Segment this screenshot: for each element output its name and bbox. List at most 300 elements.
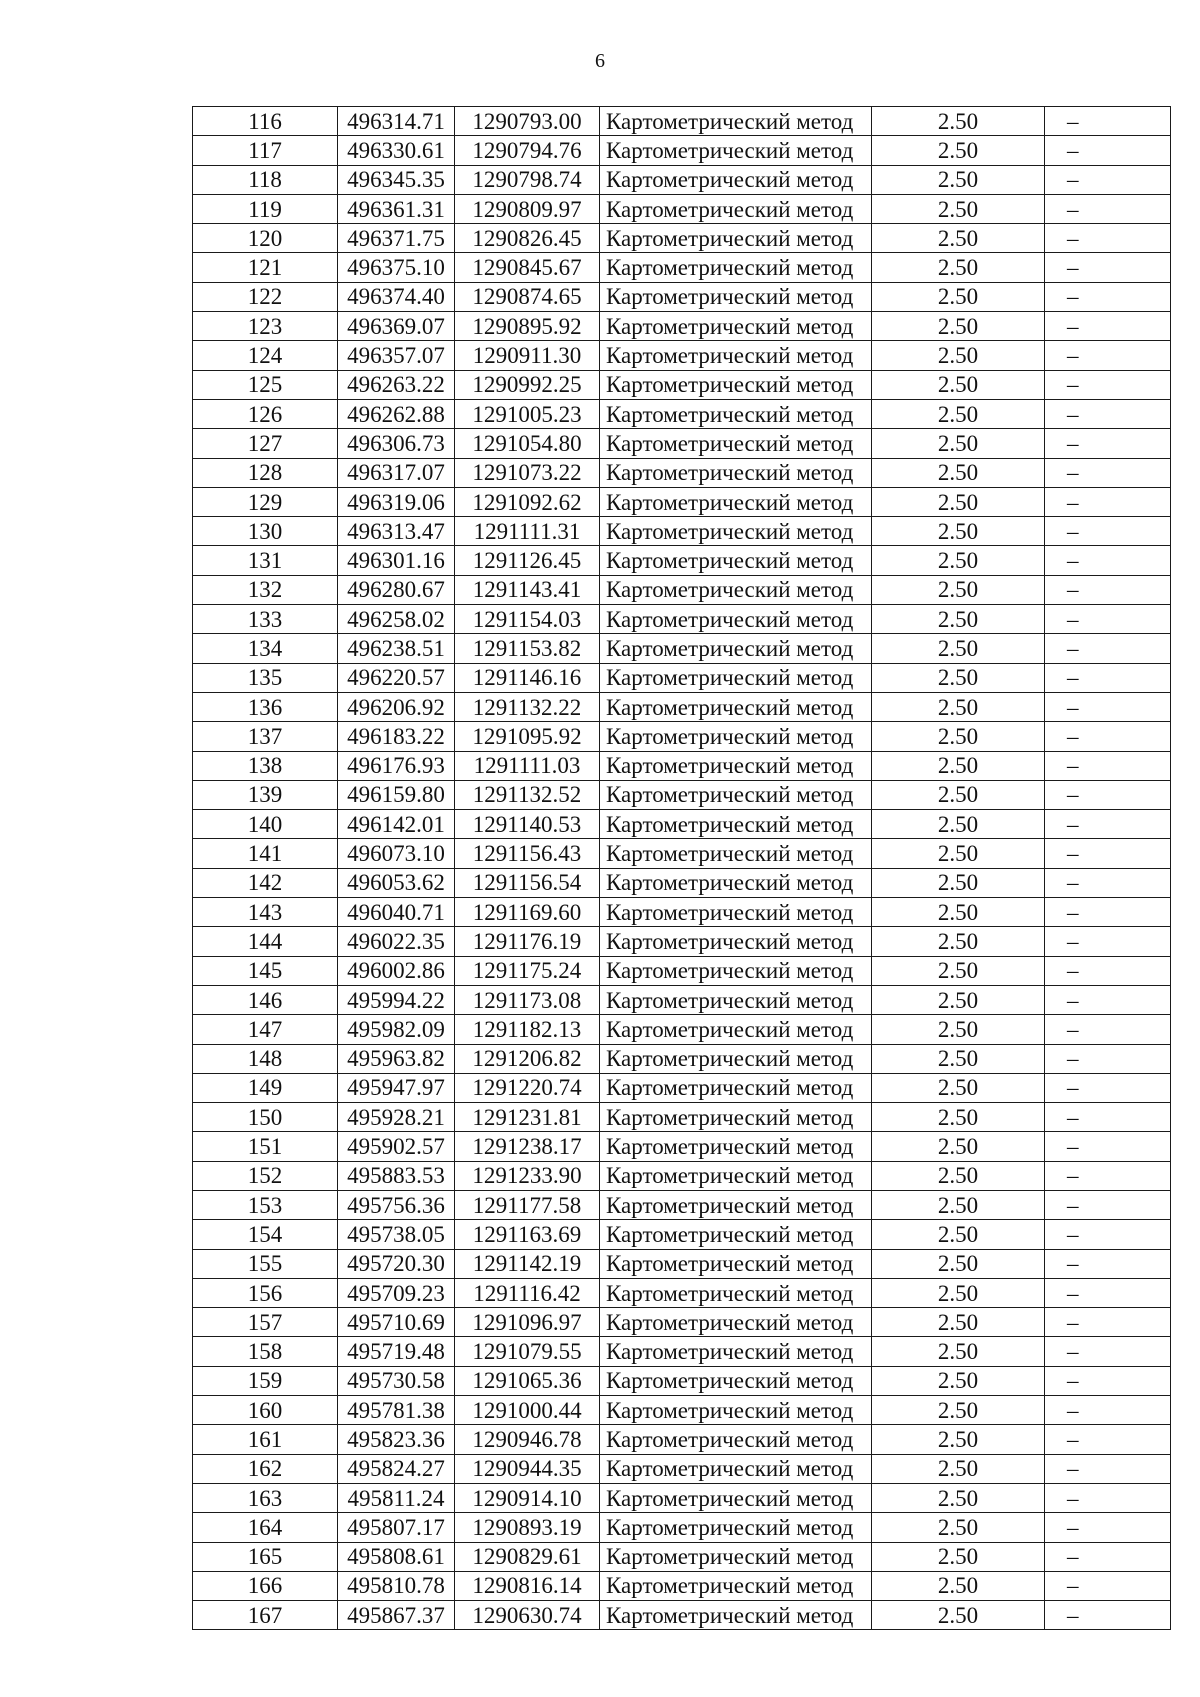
method-cell: Картометрический метод	[600, 1220, 872, 1249]
method-cell: Картометрический метод	[600, 1454, 872, 1483]
point-number-cell: 157	[193, 1308, 338, 1337]
description-cell: –	[1045, 751, 1171, 780]
description-cell: –	[1045, 692, 1171, 721]
method-cell: Картометрический метод	[600, 780, 872, 809]
coordinate-y-cell: 1291126.45	[455, 546, 600, 575]
table-row	[193, 780, 1171, 809]
table-row	[193, 692, 1171, 721]
point-number-cell: 135	[193, 663, 338, 692]
coordinate-y-cell: 1291177.58	[455, 1190, 600, 1219]
table-row	[193, 1190, 1171, 1219]
accuracy-cell: 2.50	[872, 1015, 1045, 1044]
method-cell: Картометрический метод	[600, 282, 872, 311]
accuracy-cell: 2.50	[872, 136, 1045, 165]
point-number-cell: 145	[193, 956, 338, 985]
table-row	[193, 810, 1171, 839]
accuracy-cell: 2.50	[872, 605, 1045, 634]
coordinate-x-cell: 495947.97	[338, 1073, 455, 1102]
description-cell: –	[1045, 810, 1171, 839]
coordinate-x-cell: 496375.10	[338, 253, 455, 282]
accuracy-cell: 2.50	[872, 692, 1045, 721]
table-row	[193, 1601, 1171, 1630]
point-number-cell: 143	[193, 898, 338, 927]
point-number-cell: 148	[193, 1044, 338, 1073]
coordinate-x-cell: 496317.07	[338, 458, 455, 487]
accuracy-cell: 2.50	[872, 927, 1045, 956]
coordinate-x-cell: 495824.27	[338, 1454, 455, 1483]
coordinate-y-cell: 1290809.97	[455, 194, 600, 223]
table-row	[193, 985, 1171, 1014]
coordinate-x-cell: 496374.40	[338, 282, 455, 311]
coordinates-table-body	[193, 107, 1171, 1630]
method-cell: Картометрический метод	[600, 1161, 872, 1190]
table-row	[193, 1103, 1171, 1132]
point-number-cell: 159	[193, 1366, 338, 1395]
method-cell: Картометрический метод	[600, 1103, 872, 1132]
coordinate-y-cell: 1290826.45	[455, 224, 600, 253]
coordinate-x-cell: 495781.38	[338, 1396, 455, 1425]
method-cell: Картометрический метод	[600, 810, 872, 839]
point-number-cell: 126	[193, 399, 338, 428]
description-cell: –	[1045, 1425, 1171, 1454]
table-row	[193, 1044, 1171, 1073]
accuracy-cell: 2.50	[872, 1396, 1045, 1425]
point-number-cell: 144	[193, 927, 338, 956]
point-number-cell: 129	[193, 487, 338, 516]
accuracy-cell: 2.50	[872, 1483, 1045, 1512]
point-number-cell: 139	[193, 780, 338, 809]
accuracy-cell: 2.50	[872, 1454, 1045, 1483]
description-cell: –	[1045, 136, 1171, 165]
coordinate-x-cell: 496263.22	[338, 370, 455, 399]
coordinate-y-cell: 1290798.74	[455, 165, 600, 194]
description-cell: –	[1045, 868, 1171, 897]
point-number-cell: 132	[193, 575, 338, 604]
table-row	[193, 1454, 1171, 1483]
coordinate-y-cell: 1291206.82	[455, 1044, 600, 1073]
method-cell: Картометрический метод	[600, 1513, 872, 1542]
accuracy-cell: 2.50	[872, 194, 1045, 223]
accuracy-cell: 2.50	[872, 722, 1045, 751]
method-cell: Картометрический метод	[600, 1337, 872, 1366]
coordinate-y-cell: 1291065.36	[455, 1366, 600, 1395]
method-cell: Картометрический метод	[600, 1249, 872, 1278]
table-row	[193, 1073, 1171, 1102]
point-number-cell: 152	[193, 1161, 338, 1190]
coordinate-x-cell: 496022.35	[338, 927, 455, 956]
description-cell: –	[1045, 985, 1171, 1014]
point-number-cell: 154	[193, 1220, 338, 1249]
accuracy-cell: 2.50	[872, 1220, 1045, 1249]
point-number-cell: 167	[193, 1601, 338, 1630]
table-row	[193, 1571, 1171, 1600]
method-cell: Картометрический метод	[600, 1396, 872, 1425]
coordinate-x-cell: 495883.53	[338, 1161, 455, 1190]
description-cell: –	[1045, 399, 1171, 428]
coordinate-x-cell: 495963.82	[338, 1044, 455, 1073]
method-cell: Картометрический метод	[600, 1190, 872, 1219]
table-row	[193, 1513, 1171, 1542]
description-cell: –	[1045, 1044, 1171, 1073]
description-cell: –	[1045, 107, 1171, 136]
accuracy-cell: 2.50	[872, 370, 1045, 399]
coordinate-x-cell: 496345.35	[338, 165, 455, 194]
point-number-cell: 117	[193, 136, 338, 165]
table-row	[193, 1249, 1171, 1278]
accuracy-cell: 2.50	[872, 1161, 1045, 1190]
method-cell: Картометрический метод	[600, 605, 872, 634]
coordinate-y-cell: 1291169.60	[455, 898, 600, 927]
point-number-cell: 120	[193, 224, 338, 253]
accuracy-cell: 2.50	[872, 1571, 1045, 1600]
coordinate-x-cell: 495720.30	[338, 1249, 455, 1278]
accuracy-cell: 2.50	[872, 575, 1045, 604]
description-cell: –	[1045, 1542, 1171, 1571]
table-row	[193, 1278, 1171, 1307]
coordinate-x-cell: 495810.78	[338, 1571, 455, 1600]
table-row	[193, 1396, 1171, 1425]
table-row	[193, 399, 1171, 428]
description-cell: –	[1045, 1571, 1171, 1600]
coordinate-y-cell: 1291175.24	[455, 956, 600, 985]
coordinate-x-cell: 496314.71	[338, 107, 455, 136]
coordinate-x-cell: 496330.61	[338, 136, 455, 165]
coordinate-y-cell: 1291176.19	[455, 927, 600, 956]
method-cell: Картометрический метод	[600, 370, 872, 399]
coordinate-x-cell: 496262.88	[338, 399, 455, 428]
accuracy-cell: 2.50	[872, 1366, 1045, 1395]
accuracy-cell: 2.50	[872, 663, 1045, 692]
method-cell: Картометрический метод	[600, 429, 872, 458]
description-cell: –	[1045, 839, 1171, 868]
page-number: 6	[595, 50, 605, 72]
coordinate-y-cell: 1291156.43	[455, 839, 600, 868]
coordinate-x-cell: 495928.21	[338, 1103, 455, 1132]
coordinate-x-cell: 495738.05	[338, 1220, 455, 1249]
table-row	[193, 634, 1171, 663]
description-cell: –	[1045, 780, 1171, 809]
coordinate-x-cell: 495982.09	[338, 1015, 455, 1044]
method-cell: Картометрический метод	[600, 165, 872, 194]
point-number-cell: 151	[193, 1132, 338, 1161]
table-row	[193, 370, 1171, 399]
description-cell: –	[1045, 341, 1171, 370]
table-row	[193, 575, 1171, 604]
description-cell: –	[1045, 1190, 1171, 1219]
point-number-cell: 121	[193, 253, 338, 282]
table-row	[193, 282, 1171, 311]
table-row	[193, 927, 1171, 956]
point-number-cell: 146	[193, 985, 338, 1014]
coordinate-y-cell: 1291233.90	[455, 1161, 600, 1190]
accuracy-cell: 2.50	[872, 1601, 1045, 1630]
coordinate-x-cell: 496369.07	[338, 312, 455, 341]
accuracy-cell: 2.50	[872, 1425, 1045, 1454]
coordinate-y-cell: 1291143.41	[455, 575, 600, 604]
coordinate-x-cell: 496280.67	[338, 575, 455, 604]
accuracy-cell: 2.50	[872, 253, 1045, 282]
method-cell: Картометрический метод	[600, 341, 872, 370]
table-row	[193, 458, 1171, 487]
point-number-cell: 165	[193, 1542, 338, 1571]
coordinate-y-cell: 1291111.31	[455, 517, 600, 546]
point-number-cell: 116	[193, 107, 338, 136]
point-number-cell: 138	[193, 751, 338, 780]
coordinate-x-cell: 496361.31	[338, 194, 455, 223]
point-number-cell: 123	[193, 312, 338, 341]
coordinate-x-cell: 495756.36	[338, 1190, 455, 1219]
point-number-cell: 141	[193, 839, 338, 868]
description-cell: –	[1045, 546, 1171, 575]
coordinate-x-cell: 496220.57	[338, 663, 455, 692]
description-cell: –	[1045, 194, 1171, 223]
description-cell: –	[1045, 927, 1171, 956]
accuracy-cell: 2.50	[872, 312, 1045, 341]
coordinate-y-cell: 1291095.92	[455, 722, 600, 751]
point-number-cell: 134	[193, 634, 338, 663]
description-cell: –	[1045, 1073, 1171, 1102]
accuracy-cell: 2.50	[872, 546, 1045, 575]
coordinate-y-cell: 1291173.08	[455, 985, 600, 1014]
coordinate-y-cell: 1290893.19	[455, 1513, 600, 1542]
description-cell: –	[1045, 634, 1171, 663]
coordinate-y-cell: 1291073.22	[455, 458, 600, 487]
coordinate-x-cell: 496301.16	[338, 546, 455, 575]
point-number-cell: 133	[193, 605, 338, 634]
coordinate-x-cell: 496371.75	[338, 224, 455, 253]
coordinate-x-cell: 495994.22	[338, 985, 455, 1014]
point-number-cell: 119	[193, 194, 338, 223]
description-cell: –	[1045, 458, 1171, 487]
table-row	[193, 165, 1171, 194]
method-cell: Картометрический метод	[600, 107, 872, 136]
coordinate-y-cell: 1291079.55	[455, 1337, 600, 1366]
method-cell: Картометрический метод	[600, 1044, 872, 1073]
accuracy-cell: 2.50	[872, 487, 1045, 516]
table-row	[193, 194, 1171, 223]
description-cell: –	[1045, 282, 1171, 311]
coordinate-x-cell: 496002.86	[338, 956, 455, 985]
description-cell: –	[1045, 1454, 1171, 1483]
accuracy-cell: 2.50	[872, 1542, 1045, 1571]
coordinate-y-cell: 1291156.54	[455, 868, 600, 897]
accuracy-cell: 2.50	[872, 429, 1045, 458]
coordinate-y-cell: 1290946.78	[455, 1425, 600, 1454]
table-row	[193, 546, 1171, 575]
description-cell: –	[1045, 1278, 1171, 1307]
method-cell: Картометрический метод	[600, 692, 872, 721]
coordinate-x-cell: 496206.92	[338, 692, 455, 721]
table-row	[193, 751, 1171, 780]
method-cell: Картометрический метод	[600, 898, 872, 927]
accuracy-cell: 2.50	[872, 1308, 1045, 1337]
method-cell: Картометрический метод	[600, 956, 872, 985]
accuracy-cell: 2.50	[872, 517, 1045, 546]
description-cell: –	[1045, 898, 1171, 927]
accuracy-cell: 2.50	[872, 1337, 1045, 1366]
table-row	[193, 1542, 1171, 1571]
method-cell: Картометрический метод	[600, 868, 872, 897]
table-row	[193, 1132, 1171, 1161]
point-number-cell: 155	[193, 1249, 338, 1278]
method-cell: Картометрический метод	[600, 399, 872, 428]
coordinate-x-cell: 496073.10	[338, 839, 455, 868]
method-cell: Картометрический метод	[600, 839, 872, 868]
accuracy-cell: 2.50	[872, 224, 1045, 253]
table-row	[193, 868, 1171, 897]
coordinate-y-cell: 1291140.53	[455, 810, 600, 839]
method-cell: Картометрический метод	[600, 1073, 872, 1102]
coordinate-y-cell: 1290793.00	[455, 107, 600, 136]
description-cell: –	[1045, 253, 1171, 282]
coordinate-y-cell: 1291231.81	[455, 1103, 600, 1132]
coordinate-y-cell: 1290911.30	[455, 341, 600, 370]
point-number-cell: 122	[193, 282, 338, 311]
point-number-cell: 149	[193, 1073, 338, 1102]
coordinate-y-cell: 1291163.69	[455, 1220, 600, 1249]
point-number-cell: 124	[193, 341, 338, 370]
method-cell: Картометрический метод	[600, 1132, 872, 1161]
point-number-cell: 147	[193, 1015, 338, 1044]
table-row	[193, 429, 1171, 458]
coordinate-x-cell: 496357.07	[338, 341, 455, 370]
accuracy-cell: 2.50	[872, 1073, 1045, 1102]
accuracy-cell: 2.50	[872, 1190, 1045, 1219]
method-cell: Картометрический метод	[600, 751, 872, 780]
method-cell: Картометрический метод	[600, 194, 872, 223]
method-cell: Картометрический метод	[600, 546, 872, 575]
coordinate-x-cell: 495808.61	[338, 1542, 455, 1571]
coordinate-y-cell: 1290630.74	[455, 1601, 600, 1630]
table-row	[193, 1015, 1171, 1044]
accuracy-cell: 2.50	[872, 165, 1045, 194]
table-row	[193, 1220, 1171, 1249]
method-cell: Картометрический метод	[600, 1278, 872, 1307]
coordinate-x-cell: 496313.47	[338, 517, 455, 546]
method-cell: Картометрический метод	[600, 1308, 872, 1337]
method-cell: Картометрический метод	[600, 1483, 872, 1512]
accuracy-cell: 2.50	[872, 282, 1045, 311]
table-row	[193, 722, 1171, 751]
coordinate-y-cell: 1291132.52	[455, 780, 600, 809]
accuracy-cell: 2.50	[872, 107, 1045, 136]
accuracy-cell: 2.50	[872, 341, 1045, 370]
coordinate-y-cell: 1291096.97	[455, 1308, 600, 1337]
point-number-cell: 166	[193, 1571, 338, 1600]
coordinate-y-cell: 1291146.16	[455, 663, 600, 692]
method-cell: Картометрический метод	[600, 1425, 872, 1454]
table-row	[193, 663, 1171, 692]
coordinate-y-cell: 1291153.82	[455, 634, 600, 663]
coordinate-y-cell: 1291116.42	[455, 1278, 600, 1307]
coordinate-x-cell: 495709.23	[338, 1278, 455, 1307]
accuracy-cell: 2.50	[872, 634, 1045, 663]
accuracy-cell: 2.50	[872, 1278, 1045, 1307]
table-row	[193, 605, 1171, 634]
coordinate-x-cell: 496319.06	[338, 487, 455, 516]
description-cell: –	[1045, 1396, 1171, 1425]
description-cell: –	[1045, 1601, 1171, 1630]
method-cell: Картометрический метод	[600, 1601, 872, 1630]
coordinate-y-cell: 1291111.03	[455, 751, 600, 780]
table-row	[193, 956, 1171, 985]
accuracy-cell: 2.50	[872, 839, 1045, 868]
method-cell: Картометрический метод	[600, 985, 872, 1014]
method-cell: Картометрический метод	[600, 517, 872, 546]
description-cell: –	[1045, 575, 1171, 604]
accuracy-cell: 2.50	[872, 399, 1045, 428]
point-number-cell: 158	[193, 1337, 338, 1366]
description-cell: –	[1045, 1220, 1171, 1249]
coordinates-table	[192, 106, 1171, 1630]
table-row	[193, 898, 1171, 927]
point-number-cell: 163	[193, 1483, 338, 1512]
coordinate-y-cell: 1291005.23	[455, 399, 600, 428]
point-number-cell: 164	[193, 1513, 338, 1542]
description-cell: –	[1045, 165, 1171, 194]
accuracy-cell: 2.50	[872, 956, 1045, 985]
coordinate-y-cell: 1290944.35	[455, 1454, 600, 1483]
point-number-cell: 150	[193, 1103, 338, 1132]
coordinate-x-cell: 495710.69	[338, 1308, 455, 1337]
description-cell: –	[1045, 663, 1171, 692]
table-row	[193, 107, 1171, 136]
coordinate-x-cell: 496306.73	[338, 429, 455, 458]
coordinate-y-cell: 1290829.61	[455, 1542, 600, 1571]
point-number-cell: 162	[193, 1454, 338, 1483]
description-cell: –	[1045, 1132, 1171, 1161]
point-number-cell: 160	[193, 1396, 338, 1425]
point-number-cell: 118	[193, 165, 338, 194]
description-cell: –	[1045, 1103, 1171, 1132]
table-row	[193, 1425, 1171, 1454]
description-cell: –	[1045, 1337, 1171, 1366]
method-cell: Картометрический метод	[600, 1542, 872, 1571]
table-row	[193, 1337, 1171, 1366]
description-cell: –	[1045, 722, 1171, 751]
table-row	[193, 1366, 1171, 1395]
coordinate-x-cell: 495823.36	[338, 1425, 455, 1454]
coordinate-x-cell: 496142.01	[338, 810, 455, 839]
coordinate-x-cell: 495811.24	[338, 1483, 455, 1512]
description-cell: –	[1045, 224, 1171, 253]
method-cell: Картометрический метод	[600, 722, 872, 751]
point-number-cell: 125	[193, 370, 338, 399]
coordinate-y-cell: 1291054.80	[455, 429, 600, 458]
accuracy-cell: 2.50	[872, 1044, 1045, 1073]
point-number-cell: 131	[193, 546, 338, 575]
coordinate-x-cell: 495867.37	[338, 1601, 455, 1630]
coordinate-y-cell: 1290845.67	[455, 253, 600, 282]
description-cell: –	[1045, 312, 1171, 341]
description-cell: –	[1045, 429, 1171, 458]
method-cell: Картометрический метод	[600, 253, 872, 282]
coordinate-y-cell: 1291092.62	[455, 487, 600, 516]
method-cell: Картометрический метод	[600, 458, 872, 487]
coordinate-x-cell: 496159.80	[338, 780, 455, 809]
coordinate-x-cell: 495902.57	[338, 1132, 455, 1161]
accuracy-cell: 2.50	[872, 1132, 1045, 1161]
coordinate-x-cell: 495807.17	[338, 1513, 455, 1542]
point-number-cell: 136	[193, 692, 338, 721]
point-number-cell: 128	[193, 458, 338, 487]
table-row	[193, 487, 1171, 516]
point-number-cell: 153	[193, 1190, 338, 1219]
description-cell: –	[1045, 1249, 1171, 1278]
method-cell: Картометрический метод	[600, 136, 872, 165]
point-number-cell: 156	[193, 1278, 338, 1307]
coordinate-y-cell: 1290992.25	[455, 370, 600, 399]
